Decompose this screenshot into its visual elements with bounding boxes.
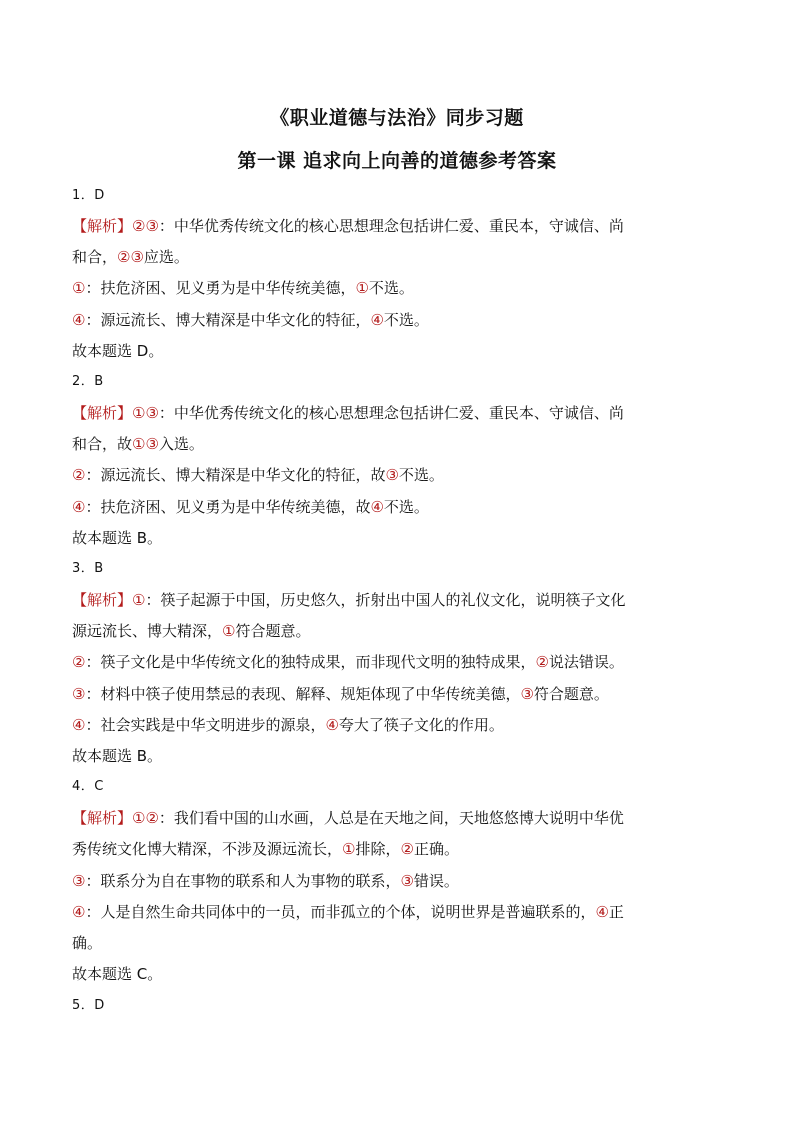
body-text: 和合，故 xyxy=(72,435,133,453)
marker-text: 【解析】 xyxy=(72,404,133,422)
answer-line xyxy=(72,871,722,891)
answer-line xyxy=(72,684,722,704)
answer-line xyxy=(72,497,722,517)
answer-line xyxy=(72,621,722,641)
marker-text: ④ xyxy=(72,716,86,734)
marker-text: ③ xyxy=(520,685,534,703)
marker-text: ②③ xyxy=(117,248,144,266)
answer-line xyxy=(72,434,722,454)
body-text: 故本题选 D。 xyxy=(72,342,164,360)
answer-line xyxy=(72,216,722,236)
answer-line xyxy=(72,933,722,953)
marker-text: ④ xyxy=(370,498,384,516)
body-text: 符合题意。 xyxy=(235,622,311,640)
answer-line xyxy=(72,590,722,610)
marker-text: ④ xyxy=(72,903,86,921)
marker-text: ② xyxy=(72,653,86,671)
answer-line xyxy=(72,341,722,361)
marker-text: ① xyxy=(132,591,146,609)
body-text: ：材料中筷子使用禁忌的表现、解释、规矩体现了中华传统美德， xyxy=(85,685,521,703)
marker-text: ① xyxy=(342,840,356,858)
body-text: 应选。 xyxy=(143,248,189,266)
body-text: ：我们看中国的山水画，人总是在天地之间，天地悠悠博大说明中华优 xyxy=(158,809,624,827)
body-text: ：中华优秀传统文化的核心思想理念包括讲仁爱、重民本、守诚信、尚 xyxy=(158,404,624,422)
marker-text: ①③ xyxy=(132,404,159,422)
answer-line xyxy=(72,746,722,766)
body-text: 说法错误。 xyxy=(548,653,624,671)
marker-text: ③ xyxy=(72,872,86,890)
body-text: ：筷子文化是中华传统文化的独特成果，而非现代文明的独特成果， xyxy=(85,653,536,671)
body-text: ：中华优秀传统文化的核心思想理念包括讲仁爱、重民本，守诚信、尚 xyxy=(158,217,624,235)
document-subtitle: 第一课 追求向上向善的道德参考答案 xyxy=(237,150,557,172)
marker-text: ① xyxy=(72,279,86,297)
body-text: 不选。 xyxy=(398,466,444,484)
answer-line xyxy=(72,902,722,922)
marker-text: ③ xyxy=(385,466,399,484)
answer-line xyxy=(72,839,722,859)
body-text: 确。 xyxy=(72,934,103,952)
body-text: 故本题选 B。 xyxy=(72,529,163,547)
marker-text: ④ xyxy=(595,903,609,921)
answer-line xyxy=(72,465,722,485)
body-text: 和合， xyxy=(72,248,118,266)
body-text: 不选。 xyxy=(383,311,429,329)
body-text: 符合题意。 xyxy=(533,685,609,703)
marker-text: ④ xyxy=(370,311,384,329)
answer-line xyxy=(72,652,722,672)
marker-text: ④ xyxy=(72,498,86,516)
question-number: 3．B xyxy=(72,561,104,576)
body-text: 正 xyxy=(608,903,624,921)
marker-text: 【解析】 xyxy=(72,809,133,827)
marker-text: ③ xyxy=(72,685,86,703)
body-text: 排除， xyxy=(355,840,401,858)
question-number: 1．D xyxy=(72,188,105,203)
question-number: 2．B xyxy=(72,374,104,389)
marker-text: ② xyxy=(72,466,86,484)
marker-text: ① xyxy=(355,279,369,297)
answer-line xyxy=(72,278,722,298)
body-text: 故本题选 B。 xyxy=(72,747,163,765)
body-text: 夸大了筷子文化的作用。 xyxy=(338,716,504,734)
answer-line xyxy=(72,808,722,828)
body-text: 错误。 xyxy=(413,872,459,890)
body-text: ：联系分为自在事物的联系和人为事物的联系， xyxy=(85,872,401,890)
marker-text: ②③ xyxy=(132,217,159,235)
body-text: 故本题选 C。 xyxy=(72,965,163,983)
body-text: 不选。 xyxy=(383,498,429,516)
marker-text: ② xyxy=(535,653,549,671)
marker-text: ④ xyxy=(72,311,86,329)
body-text: 不选。 xyxy=(368,279,414,297)
body-text: 秀传统文化博大精深，不涉及源远流长， xyxy=(72,840,343,858)
body-text: ：筷子起源于中国，历史悠久，折射出中国人的礼仪文化，说明筷子文化 xyxy=(145,591,626,609)
marker-text: ③ xyxy=(400,872,414,890)
marker-text: 【解析】 xyxy=(72,591,133,609)
marker-text: ① xyxy=(222,622,236,640)
answer-line xyxy=(72,715,722,735)
answer-line xyxy=(72,528,722,548)
marker-text: ④ xyxy=(325,716,339,734)
question-number: 4．C xyxy=(72,779,104,794)
body-text: ：扶危济困、见义勇为是中华传统美德， xyxy=(85,279,356,297)
answer-line xyxy=(72,964,722,984)
marker-text: ② xyxy=(400,840,414,858)
document-title: 《职业道德与法治》同步习题 xyxy=(270,107,524,129)
body-text: ：源远流长、博大精深是中华文化的特征，故 xyxy=(85,466,386,484)
marker-text: 【解析】 xyxy=(72,217,133,235)
body-text: 正确。 xyxy=(413,840,459,858)
answer-line xyxy=(72,310,722,330)
question-number: 5．D xyxy=(72,998,105,1013)
body-text: ：人是自然生命共同体中的一员，而非孤立的个体，说明世界是普遍联系的， xyxy=(85,903,596,921)
body-text: ：源远流长、博大精深是中华文化的特征， xyxy=(85,311,371,329)
answer-line xyxy=(72,403,722,423)
body-text: 源远流长、博大精深， xyxy=(72,622,223,640)
marker-text: ①② xyxy=(132,809,159,827)
body-text: ：社会实践是中华文明进步的源泉， xyxy=(85,716,326,734)
marker-text: ①③ xyxy=(132,435,159,453)
body-text: 入选。 xyxy=(158,435,204,453)
body-text: ：扶危济困、见义勇为是中华传统美德，故 xyxy=(85,498,371,516)
answer-line xyxy=(72,247,722,267)
